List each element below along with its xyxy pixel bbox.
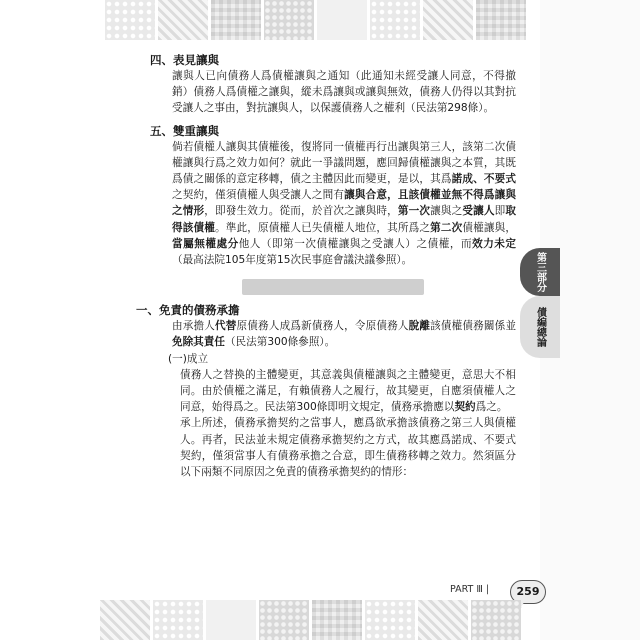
pattern-flag	[259, 600, 309, 640]
section-heading: 一、免責的債務承擔	[136, 303, 240, 318]
chapter-side-tab	[520, 248, 560, 358]
pattern-flag	[264, 0, 314, 40]
pattern-flag	[158, 0, 208, 40]
pattern-flag	[476, 0, 526, 40]
topic-title	[150, 276, 516, 298]
paragraph: 讓與人已向債務人爲債權讓與之通知（此通知未經受讓人同意，不得撤銷）債務人爲債權之讓與，縱未爲讓與或讓與無效，債務人仍得以其對抗受讓人之事由，對抗讓與人，以保護債務人之權利（民法第298條）。	[172, 70, 516, 115]
bottom-decoration	[0, 598, 640, 640]
pattern-flag	[211, 0, 261, 40]
page-number: 259	[510, 580, 546, 604]
paragraph: 倘若債權人讓與其債權後，復將同一債權再行出讓與第三人，該第二次債權讓與行爲之效力如何？就此一爭議問題，應回歸債權讓與之本質，其既爲債之關係的意定移轉，債之主體因此而變更，是以，其爲諾成、不要式之契約，僅須債權人與受讓人之間有讓與合意，且該債權並無不得爲讓與之情形，即發生效力。從而，於首次之讓與時，第一次讓與之受讓人即取得該債權。準此，原債權人已失債權人地位，其所爲之第二次債權讓與，當屬無權處分他人（即第一次債權讓與之受讓人）之債權，而效力未定（最高法院105年度第15次民事庭會議決議參照）。	[172, 140, 517, 267]
chapter-label: 債編總論	[520, 296, 560, 358]
pattern-flag	[471, 600, 521, 640]
pattern-flag	[312, 600, 362, 640]
section-heading: 五、雙重讓與	[150, 123, 219, 138]
footer-part-label: PART Ⅲ |	[450, 584, 490, 595]
pattern-flag	[100, 600, 150, 640]
pattern-flag	[317, 0, 367, 40]
pattern-flag	[370, 0, 420, 40]
paragraph: 由承擔人代替原債務人成爲新債務人，令原債務人脫離該債權債務關係並免除其責任（民法第300條參照）。	[172, 320, 517, 349]
pattern-flag	[423, 0, 473, 40]
title-highlight	[242, 279, 424, 295]
section-heading: 四、表見讓與	[150, 53, 219, 67]
part-label: 第三部分	[520, 248, 560, 296]
pattern-flag	[418, 600, 468, 640]
paragraph: 債務人之替換的主體變更，其意義與債權讓與之主體變更，意思大不相同。由於債權之滿足，有賴債務人之履行，故其變更，自應須債權人之同意，始得爲之。民法第300條即明文規定，債務承擔應以契約爲之。	[180, 368, 516, 414]
subsection-heading: (一)成立	[168, 352, 209, 365]
page-body	[136, 52, 517, 480]
pattern-flag	[365, 600, 415, 640]
paragraph: 承上所述，債務承擔契約之當事人，應爲欲承擔該債務之第三人與債權人。再者，民法並未規定債務承擔契約之方式，故其應爲諾成、不要式契約，僅須當事人有債務承擔之合意，即生債務移轉之效力。然須區分以下兩類不同原因之免責的債務承擔契約的情形：	[180, 417, 516, 479]
pattern-flag	[105, 0, 155, 40]
pattern-flag	[153, 600, 203, 640]
pattern-flag	[206, 600, 256, 640]
